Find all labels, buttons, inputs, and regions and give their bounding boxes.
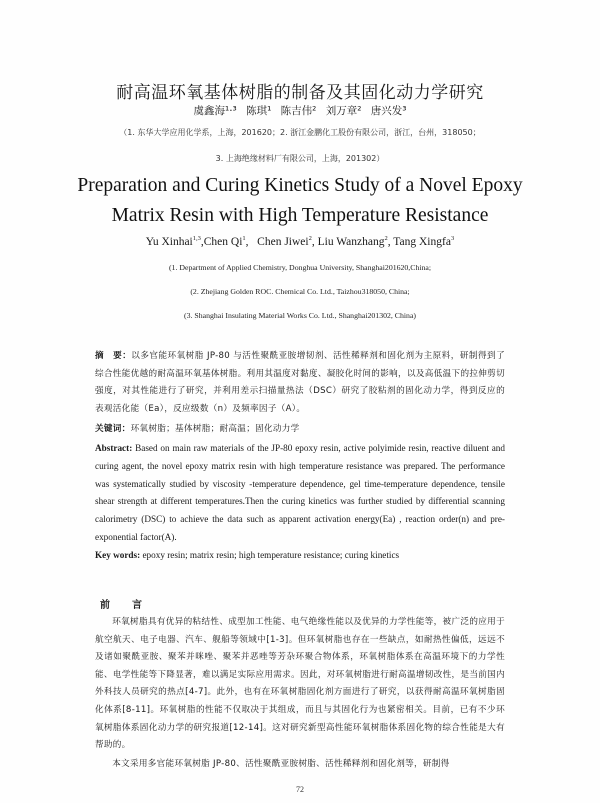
cn-keywords	[95, 421, 505, 439]
en-affiliation-1: (1. Department of Applied Chemistry, Donghua University, Shanghai201620,China;	[168, 263, 432, 272]
intro-paragraph-2: 本文采用多官能环氧树脂 JP-80、活性聚酰亚胺树脂、活性稀释剂和固化剂等，研制得	[112, 759, 450, 769]
cn-abstract	[95, 348, 505, 418]
en-abstract-label: Abstract:	[95, 443, 133, 453]
en-keywords-label: Key words:	[95, 550, 141, 560]
en-abstract-text: Based on main raw materials of the JP-80 epoxy resin, active polyimide resin, reactive diluent and curing agent, the novel epoxy matrix resin with high temperature resistance was prepared. The performance was systematically studied by viscosity -temperature dependence, gel time-temperature dependence, tensile shear strength at different temperatures.Then the curing kinetics was further studied by differential scanning calorimetry (DSC) to achieve the data such as apparent activation energy(Ea) , reaction order(n) and pre-exponential factor(A).	[95, 443, 505, 542]
en-authors: Yu Xinhai$^{1,3}$,Chen Qi$^1$, Chen Jiwei$^2$, Liu Wanzhang$^2$, Tang Xingfa$^3$	[145, 235, 455, 248]
en-title-line-1: Preparation and Curing Kinetics Study of a Novel Epoxy	[77, 175, 523, 196]
en-keywords-text: epoxy resin; matrix resin; high temperature resistance; curing kinetics	[142, 550, 400, 560]
author-name: Liu Wanzhang	[317, 236, 385, 248]
cn-keywords-label: 关键词：	[95, 424, 131, 434]
author-name: Tang Xingfa	[393, 236, 451, 248]
author-sup: 3	[450, 235, 455, 243]
en-abstract	[95, 440, 505, 547]
author-sup: 1,3	[192, 235, 201, 243]
cn-affiliation-2: 3. 上海绝缘材料厂有限公司，上海，201302）	[215, 154, 385, 163]
author-sup: 1	[242, 235, 246, 243]
author-name: Yu Xinhai	[145, 236, 193, 248]
cn-title: 耐高温环氧基体树脂的制备及其固化动力学研究	[116, 83, 484, 103]
author-name: Chen Jiwei	[257, 236, 309, 248]
en-affiliation-3: (3. Shanghai Insulating Material Works Co. Ltd., Shanghai201302, China)	[183, 311, 417, 320]
intro-paragraph-1: 环氧树脂具有优异的粘结性、成型加工性能、电气绝缘性能以及优异的力学性能等，被广泛的应用于航空航天、电子电器、汽车、舰船等领域中[1-3]。但环氧树脂也存在一些缺点，如耐热性偏低，远远不及诸如聚酰亚胺、聚苯并咪唑、聚苯并恶唑等芳杂环聚合物体系，环氧树脂体系在高温环境下的力学性能、电学性能等下降显著，难以满足实际应用需求。因此，对环氧树脂进行耐高温增韧改性，是当前国内外科技人员研究的热点[4-7]。此外，也有在环氧树脂固化剂方面进行了研究，以获得耐高温环氧树脂固化体系[8-11]。环氧树脂的性能不仅取决于其组成，而且与其固化行为也紧密相关。目前，已有不少环氧树脂体系固化动力学的研究报道[12-14]。这对研究新型高性能环氧树脂体系固化物的综合性能是大有帮助的。	[95, 617, 505, 751]
en-keywords	[95, 547, 505, 565]
cn-abstract-label: 摘 要：	[95, 351, 132, 361]
cn-keywords-text: 环氧树脂；基体树脂；耐高温；固化动力学	[130, 424, 300, 434]
author-sup: 2	[384, 235, 388, 243]
author-sup: 2	[308, 235, 312, 243]
intro-heading: 前 言	[100, 600, 148, 611]
cn-abstract-text: 以多官能环氧树脂 JP-80 与活性聚酰亚胺增韧剂、活性稀释剂和固化剂为主原料，研制得到了综合性能优越的耐高温环氧基体树脂。利用其温度对黏度、凝胶化时间的影响，以及高低温下的拉伸剪切强度，对其性能进行了研究，并利用差示扫描量热法（DSC）研究了胶粘剂的固化动力学，得到反应的表观活化能（Ea），反应级数（n）及频率因子（A）。	[95, 351, 506, 414]
author-name: Chen Qi	[203, 236, 243, 248]
cn-authors: 虞鑫海¹·³ 陈琪¹ 陈吉伟² 刘万章² 唐兴发³	[193, 105, 407, 117]
cn-affiliation-1: （1. 东华大学应用化学系，上海，201620；2. 浙江金鹏化工股份有限公司，浙江，台州，318050；	[119, 128, 481, 137]
en-affiliation-2: (2. Zhejiang Golden ROC. Chemical Co. Ltd., Taizhou318050, China;	[190, 287, 410, 296]
en-title-line-2: Matrix Resin with High Temperature Resistance	[111, 205, 489, 226]
page-number: 72	[296, 785, 304, 794]
